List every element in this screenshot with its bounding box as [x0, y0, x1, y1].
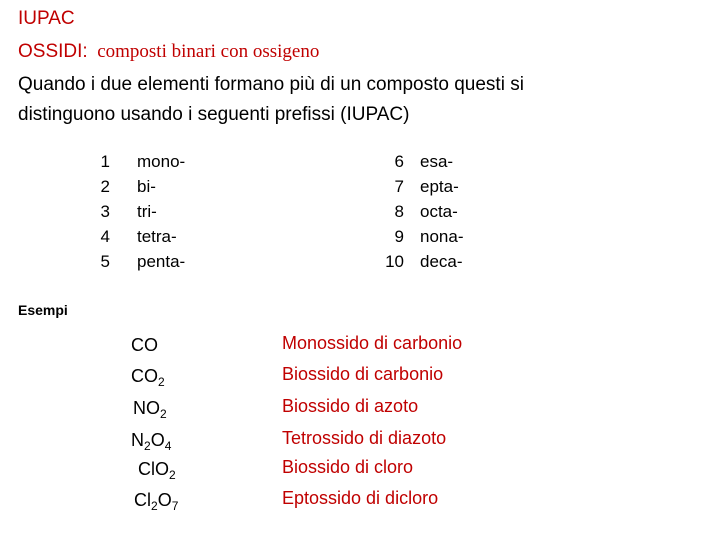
prefix-number: 1 [100, 152, 110, 171]
prefix-number: 2 [100, 177, 110, 196]
formula-subscript: 2 [151, 499, 158, 513]
section-heading-label: OSSIDI: [18, 41, 88, 62]
formula-symbol: O [150, 430, 165, 450]
prefix-term: mono- [137, 152, 186, 171]
chemical-formula [133, 398, 167, 419]
formula-symbol: CO [131, 335, 158, 355]
formula-symbol: O [157, 490, 172, 510]
prefix-term: nona- [420, 227, 464, 246]
prefix-number: 7 [394, 177, 404, 196]
prefix-term: penta- [137, 252, 186, 271]
prefix-term: deca- [420, 252, 463, 271]
prefix-number: 10 [385, 252, 404, 271]
examples-label: Esempi [18, 302, 68, 318]
formula-symbol: NO [133, 398, 160, 418]
chemical-formula [134, 490, 178, 511]
prefix-number: 5 [100, 252, 110, 271]
formula-subscript: 2 [144, 439, 151, 453]
prefix-number: 9 [394, 227, 404, 246]
prefix-number: 8 [394, 202, 404, 221]
prefix-number: 3 [100, 202, 110, 221]
compound-name: Monossido di carbonio [282, 333, 463, 353]
compound-name: Biossido di carbonio [282, 364, 444, 384]
formula-subscript: 7 [171, 499, 179, 513]
intro-text-line-2: distinguono usando i seguenti prefissi (IUPAC) [18, 104, 410, 125]
formula-subscript: 2 [158, 375, 165, 389]
prefix-term: tri- [137, 202, 157, 221]
formula-symbol: N [131, 430, 144, 450]
formula-subscript: 2 [169, 468, 176, 482]
section-heading [18, 41, 319, 63]
page-title: IUPAC [18, 8, 75, 29]
chemical-formula [138, 459, 176, 480]
compound-name: Eptossido di dicloro [282, 488, 439, 508]
prefix-term: esa- [420, 152, 454, 171]
formula-symbol: Cl [134, 490, 151, 510]
prefix-term: tetra- [137, 227, 177, 246]
formula-symbol: CO [131, 366, 158, 386]
formula-subscript: 2 [160, 407, 167, 421]
chemical-formula [131, 335, 158, 356]
compound-name: Biossido di cloro [282, 457, 414, 477]
formula-symbol: ClO [138, 459, 169, 479]
prefix-term: epta- [420, 177, 459, 196]
section-heading-description: composti binari con ossigeno [87, 41, 320, 62]
prefix-term: bi- [137, 177, 156, 196]
compound-name: Biossido di azoto [282, 396, 419, 416]
prefix-number: 4 [100, 227, 110, 246]
formula-subscript: 4 [164, 439, 172, 453]
prefix-number: 6 [394, 152, 404, 171]
compound-name: Tetrossido di diazoto [282, 428, 447, 448]
chemical-formula [131, 366, 165, 387]
chemical-formula [131, 430, 171, 451]
intro-text-line-1: Quando i due elementi formano più di un composto questi si [18, 74, 524, 95]
prefix-term: octa- [420, 202, 458, 221]
